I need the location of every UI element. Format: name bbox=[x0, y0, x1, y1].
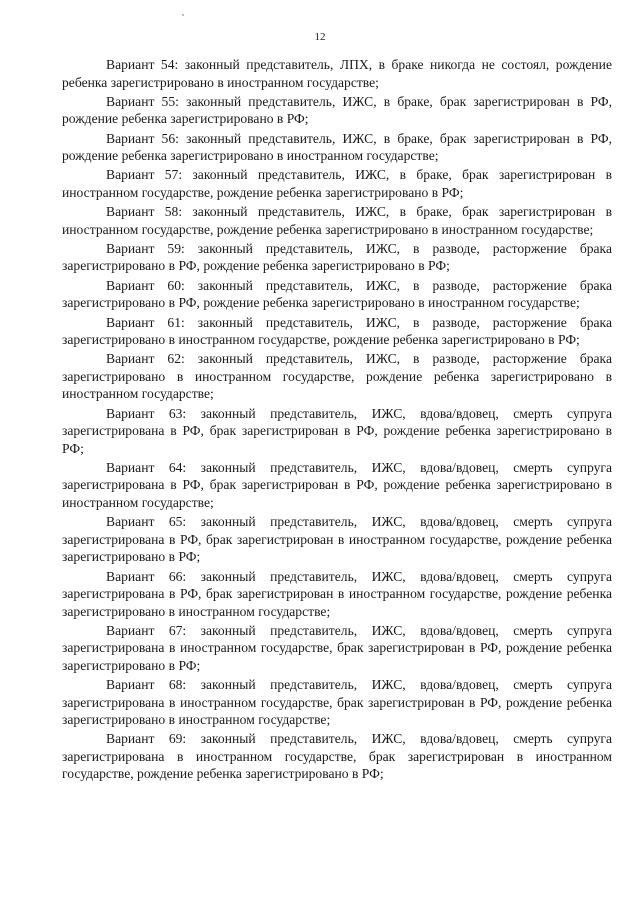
paragraph-variant-69: Вариант 69: законный представитель, ИЖС, вдова/вдовец, смерть супруга зарегистрирована в иностранном государстве, брак зарегистрирован в иностранном государстве, рождение ребенка зарегистрировано в РФ; bbox=[62, 731, 612, 782]
document-body bbox=[62, 56, 612, 785]
paragraph-variant-56: Вариант 56: законный представитель, ИЖС, в браке, брак зарегистрирован в РФ, рождение ребенка зарегистрировано в иностранном государстве; bbox=[62, 130, 612, 164]
paragraph-variant-66: Вариант 66: законный представитель, ИЖС, вдова/вдовец, смерть супруга зарегистрирована в РФ, брак зарегистрирован в иностранном государстве, рождение ребенка зарегистрировано в иностранном государстве; bbox=[62, 568, 612, 619]
paragraph-variant-54: Вариант 54: законный представитель, ЛПХ, в браке никогда не состоял, рождение ребенка зарегистрировано в иностранном государстве; bbox=[62, 57, 612, 90]
paragraph-variant-58: Вариант 58: законный представитель, ИЖС, в браке, брак зарегистрирован в иностранном государстве, рождение ребенка зарегистрировано в иностранном государстве; bbox=[62, 204, 612, 237]
paragraph-variant-60: Вариант 60: законный представитель, ИЖС, в разводе, расторжение брака зарегистрировано в РФ, рождение ребенка зарегистрировано в иностранном государстве; bbox=[62, 277, 612, 311]
paragraph-variant-67: Вариант 67: законный представитель, ИЖС, вдова/вдовец, смерть супруга зарегистрирована в иностранном государстве, брак зарегистрирован в РФ, рождение ребенка зарегистрировано в РФ; bbox=[62, 622, 612, 673]
paragraph-variant-61: Вариант 61: законный представитель, ИЖС, в разводе, расторжение брака зарегистрировано в иностранном государстве, рождение ребенка зарегистрировано в РФ; bbox=[62, 314, 612, 348]
paragraph-variant-65: Вариант 65: законный представитель, ИЖС, вдова/вдовец, смерть супруга зарегистрирована в РФ, брак зарегистрирован в иностранном государстве, рождение ребенка зарегистрировано в РФ; bbox=[62, 514, 612, 565]
paragraph-variant-59: Вариант 59: законный представитель, ИЖС, в разводе, расторжение брака зарегистрировано в РФ, рождение ребенка зарегистрировано в РФ; bbox=[62, 240, 612, 274]
paragraph-variant-55: Вариант 55: законный представитель, ИЖС, в браке, брак зарегистрирован в РФ, рождение ребенка зарегистрировано в РФ; bbox=[62, 93, 612, 127]
scan-speck bbox=[182, 14, 184, 16]
page-number: 12 bbox=[314, 31, 326, 43]
paragraph-variant-63: Вариант 63: законный представитель, ИЖС, вдова/вдовец, смерть супруга зарегистрирована в РФ, брак зарегистрирован в РФ, рождение ребенка зарегистрировано в РФ; bbox=[62, 405, 612, 456]
paragraph-variant-57: Вариант 57: законный представитель, ИЖС, в браке, брак зарегистрирован в иностранном государстве, рождение ребенка зарегистрировано в РФ; bbox=[62, 167, 612, 200]
paragraph-variant-68: Вариант 68: законный представитель, ИЖС, вдова/вдовец, смерть супруга зарегистрирована в иностранном государстве, брак зарегистрирован в РФ, рождение ребенка зарегистрировано в иностранном государстве; bbox=[62, 677, 612, 728]
paragraph-variant-64: Вариант 64: законный представитель, ИЖС, вдова/вдовец, смерть супруга зарегистрирована в РФ, брак зарегистрирован в РФ, рождение ребенка зарегистрировано в иностранном государстве; bbox=[62, 459, 612, 510]
paragraph-variant-62: Вариант 62: законный представитель, ИЖС, в разводе, расторжение брака зарегистрировано в иностранном государстве, рождение ребенка зарегистрировано в иностранном государстве; bbox=[62, 351, 612, 402]
